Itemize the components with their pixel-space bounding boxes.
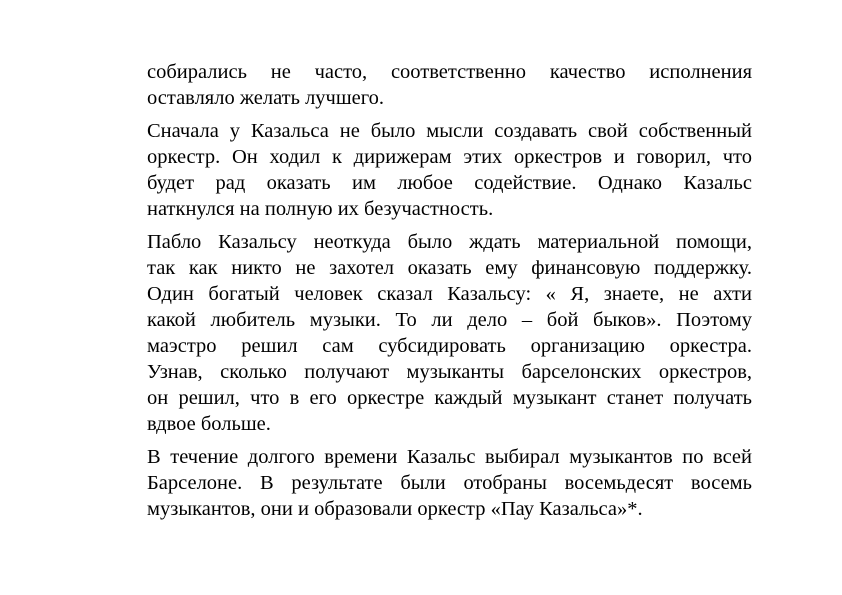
text-line: В течение долгого времени Казальс выбирал музыкантов по всей	[147, 446, 752, 468]
text-line: оркестр. Он ходил к дирижерам этих оркестров и говорил, что	[147, 146, 752, 168]
text-line: Один богатый человек сказал Казальсу: « Я, знаете, не ахти	[147, 283, 752, 305]
text-line: Сначала у Казальса не было мысли создавать свой собственный	[147, 120, 752, 142]
text-line: оставляло желать лучшего.	[147, 87, 385, 109]
text-line: какой любитель музыки. То ли дело – бой быков». Поэтому	[147, 309, 752, 331]
text-line: будет рад оказать им любое содействие. Однако Казальс	[147, 172, 752, 194]
paragraph-4	[147, 444, 752, 522]
text-line: вдвое больше.	[147, 413, 271, 435]
text-line: музыкантов, они и образовали оркестр «Пау Казальса»*.	[147, 498, 643, 520]
text-line: Пабло Казальсу неоткуда было ждать материальной помощи,	[147, 231, 752, 253]
text-line: так как никто не захотел оказать ему финансовую поддержку.	[147, 257, 752, 279]
text-line: он решил, что в его оркестре каждый музыкант станет получать	[147, 387, 752, 409]
text-line: маэстро решил сам субсидировать организацию оркестра.	[147, 335, 752, 357]
paragraph-3	[147, 229, 752, 437]
body-text	[147, 59, 752, 529]
text-line: Узнав, сколько получают музыканты барселонских оркестров,	[147, 361, 752, 383]
paragraph-1	[147, 59, 752, 111]
text-line: наткнулся на полную их безучастность.	[147, 198, 494, 220]
paragraph-2	[147, 118, 752, 222]
text-line: собирались не часто, соответственно качество исполнения	[147, 61, 752, 83]
text-line: Барселоне. В результате были отобраны восемьдесят восемь	[147, 472, 752, 494]
